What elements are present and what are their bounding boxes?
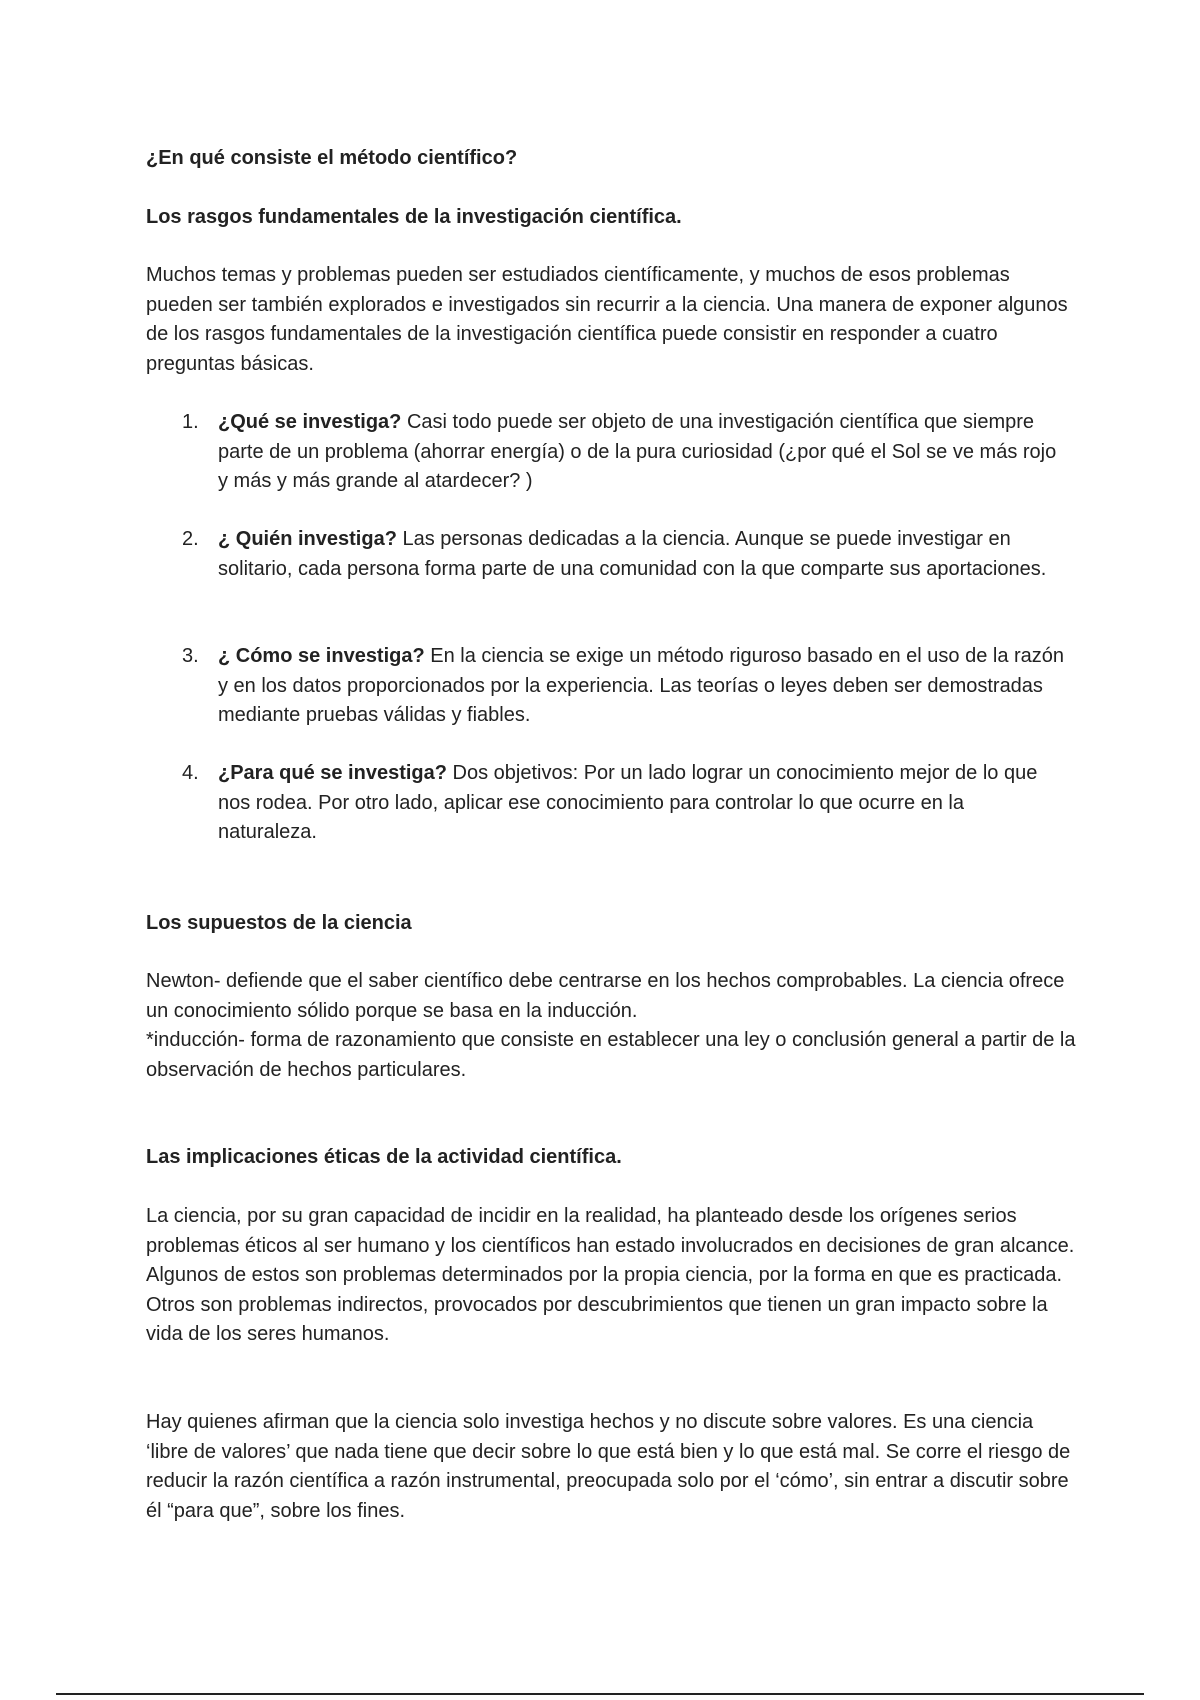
page-title: ¿En qué consiste el método científico? xyxy=(146,147,518,169)
list-item-body xyxy=(218,525,1068,584)
ethics-paragraph: La ciencia, por su gran capacidad de incidir en la realidad, ha planteado desde los orígenes serios problemas éticos al ser humano y los científicos han estado involucrados en decisiones de gran alcance. Algunos de estos son problemas determinados por la propia ciencia, por la forma en que es practicada. Otros son problemas indirectos, provocados por descubrimientos que tienen un gran impacto sobre la vida de los seres humanos. xyxy=(146,1205,1075,1345)
list-item-number: 3. xyxy=(182,645,199,667)
intro-paragraph: Muchos temas y problemas pueden ser estudiados científicamente, y muchos de esos problemas pueden ser también explorados e investigados sin recurrir a la ciencia. Una manera de exponer algunos de los rasgos fundamentales de la investigación científica puede consistir en responder a cuatro preguntas básicas. xyxy=(146,264,1068,375)
list-item-text: Las personas dedicadas a la ciencia. Aunque se puede investigar en solitario, cada persona forma parte de una comunidad con la que comparte sus aportaciones. xyxy=(218,528,1047,580)
list-item-question: ¿ Quién investiga? xyxy=(218,528,397,550)
list-item-text: Dos objetivos: Por un lado lograr un conocimiento mejor de lo que nos rodea. Por otro lado, aplicar ese conocimiento para controlar lo que ocurre en la naturaleza. xyxy=(218,762,1038,843)
list-item-number: 1. xyxy=(182,411,199,433)
section-heading-supuestos: Los supuestos de la ciencia xyxy=(146,912,412,934)
values-paragraph: Hay quienes afirman que la ciencia solo investiga hechos y no discute sobre valores. Es una ciencia ‘libre de valores’ que nada tiene que decir sobre lo que está bien y lo que está mal. Se corre el riesgo de reducir la razón científica a razón instrumental, preocupada solo por el ‘cómo’, sin entrar a discutir sobre él “para que”, sobre los fines. xyxy=(146,1411,1071,1522)
list-item-question: ¿Qué se investiga? xyxy=(218,411,402,433)
section-heading-implicaciones: Las implicaciones éticas de la actividad científica. xyxy=(146,1146,622,1168)
list-item-question: ¿ Cómo se investiga? xyxy=(218,645,425,667)
list-item-body xyxy=(218,408,1068,497)
list-item-body xyxy=(218,642,1068,731)
list-item-text: Casi todo puede ser objeto de una investigación científica que siempre parte de un problema (ahorrar energía) o de la pura curiosidad (¿por qué el Sol se ve más rojo y más y más grande al atardecer? ) xyxy=(218,411,1057,492)
list-item-number: 2. xyxy=(182,528,199,550)
list-item-text: En la ciencia se exige un método riguroso basado en el uso de la razón y en los datos proporcionados por la experiencia. Las teorías o leyes deben ser demostradas mediante pruebas válidas y fiables. xyxy=(218,645,1065,726)
footer-divider xyxy=(56,1693,1144,1695)
list-item-body xyxy=(218,759,1068,848)
section-heading-rasgos: Los rasgos fundamentales de la investigación científica. xyxy=(146,206,682,228)
newton-paragraph: Newton- defiende que el saber científico debe centrarse en los hechos comprobables. La ciencia ofrece un conocimiento sólido porque se basa en la inducción. xyxy=(146,970,1065,1022)
induccion-paragraph: *inducción- forma de razonamiento que consiste en establecer una ley o conclusión general a partir de la observación de hechos particulares. xyxy=(146,1029,1076,1081)
list-item-number: 4. xyxy=(182,762,199,784)
list-item-question: ¿Para qué se investiga? xyxy=(218,762,447,784)
